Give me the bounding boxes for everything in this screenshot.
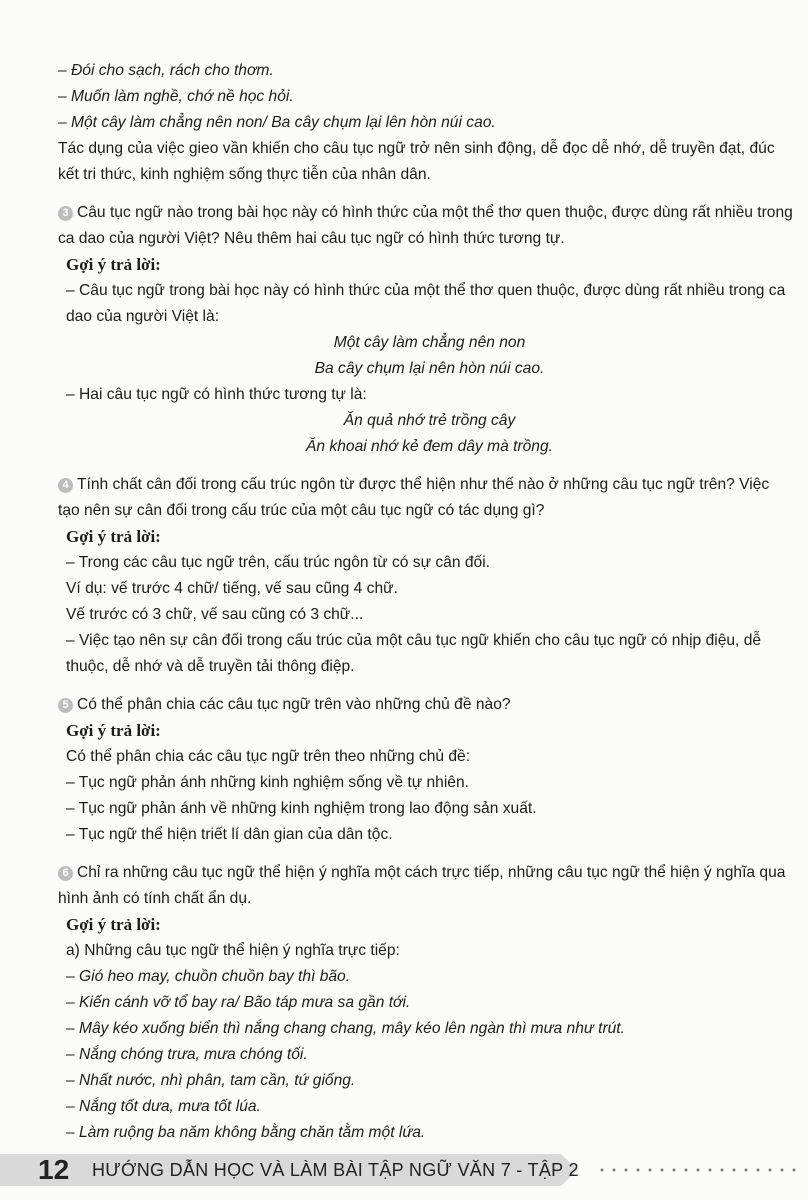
page-footer: [0, 1150, 808, 1190]
answer-text: – Câu tục ngữ trong bài học này có hình thức của một thể thơ quen thuộc, được dùng rất nhiều trong ca dao của người Việt là:: [66, 282, 786, 325]
answer-5: [58, 718, 793, 848]
proverb-item: – Làm ruộng ba năm không bằng chăn tằm một lứa.: [66, 1124, 426, 1141]
proverb-item: – Mây kéo xuống biển thì nắng chang chang, mây kéo lên ngàn thì mưa như trút.: [66, 1020, 625, 1037]
question-3-text: 3 Câu tục ngữ nào trong bài học này có hình thức của một thể thơ quen thuộc, được dùng rất nhiều trong ca dao của người Việt? Nêu thêm hai câu tục ngữ có hình thức tương tự.: [58, 204, 793, 247]
answer-6: [58, 912, 793, 1146]
hint-label: Gợi ý trả lời:: [66, 721, 161, 740]
question-number-badge: 4: [58, 478, 73, 493]
page-number: 12: [38, 1154, 70, 1185]
question-number-badge: 3: [58, 206, 73, 221]
hint-label: Gợi ý trả lời:: [66, 915, 161, 934]
answer-text: Ví dụ: vế trước 4 chữ/ tiếng, vế sau cũng 4 chữ.: [66, 580, 398, 597]
proverb-item: – Nắng chóng trưa, mưa chóng tối.: [66, 1046, 308, 1063]
page-content: [58, 58, 793, 1146]
intro-paragraph: Tác dụng của việc gieo vần khiến cho câu tục ngữ trở nên sinh động, dễ đọc dễ nhớ, dễ truyền đạt, đúc kết tri thức, kinh nghiệm sống thực tiễn của nhân dân.: [58, 140, 775, 183]
hint-label: Gợi ý trả lời:: [66, 527, 161, 546]
question-3: [58, 200, 793, 460]
proverb-item: – Nắng tốt dưa, mưa tốt lúa.: [66, 1098, 261, 1115]
question-number-badge: 5: [58, 698, 73, 713]
book-title: HƯỚNG DẪN HỌC VÀ LÀM BÀI TẬP NGỮ VĂN 7 - TẬP 2: [92, 1160, 579, 1180]
verse-line: Một cây làm chẳng nên non: [333, 334, 526, 351]
answer-4: [58, 524, 793, 680]
dotted-line-decoration: [596, 1167, 796, 1173]
verse-line: Ba cây chụm lại nên hòn núi cao.: [314, 360, 545, 377]
proverb-item: – Nhất nước, nhì phân, tam cần, tứ giống.: [66, 1072, 356, 1089]
intro-item: – Một cây làm chẳng nên non/ Ba cây chụm lại lên hòn núi cao.: [58, 114, 496, 131]
hint-label: Gợi ý trả lời:: [66, 255, 161, 274]
answer-text: – Trong các câu tục ngữ trên, cấu trúc ngôn từ có sự cân đối.: [66, 554, 490, 571]
answer-text: – Tục ngữ phản ánh những kinh nghiệm sống về tự nhiên.: [66, 774, 469, 791]
verse-line: Ăn khoai nhớ kẻ đem dây mà trồng.: [306, 438, 553, 455]
question-4: [58, 472, 793, 680]
answer-3: [58, 252, 793, 460]
question-5: [58, 692, 793, 848]
answer-text: – Tục ngữ thể hiện triết lí dân gian của dân tộc.: [66, 826, 393, 843]
proverb-item: – Kiến cánh vỡ tổ bay ra/ Bão táp mưa sa gần tới.: [66, 994, 411, 1011]
question-6: [58, 860, 793, 1146]
intro-item: – Đói cho sạch, rách cho thơm.: [58, 62, 274, 79]
intro-item: – Muốn làm nghề, chớ nề học hỏi.: [58, 88, 294, 105]
answer-text: – Tục ngữ phản ánh về những kinh nghiệm trong lao động sản xuất.: [66, 800, 537, 817]
answer-text: – Việc tạo nên sự cân đối trong cấu trúc của một câu tục ngữ khiến cho câu tục ngữ có nhịp điệu, dễ thuộc, dễ nhớ và dễ truyền tải thông điệp.: [66, 632, 762, 675]
question-6-text: 6 Chỉ ra những câu tục ngữ thể hiện ý nghĩa một cách trực tiếp, những câu tục ngữ thể hiện ý nghĩa qua hình ảnh có tính chất ẩn dụ.: [58, 864, 786, 907]
question-5-text: 5 Có thể phân chia các câu tục ngữ trên vào những chủ đề nào?: [58, 692, 793, 718]
answer-text: Vế trước có 3 chữ, vế sau cũng có 3 chữ...: [66, 606, 364, 623]
answer-text: – Hai câu tục ngữ có hình thức tương tự là:: [66, 386, 367, 403]
answer-text: a) Những câu tục ngữ thể hiện ý nghĩa trực tiếp:: [66, 942, 400, 959]
proverb-item: – Gió heo may, chuồn chuồn bay thì bão.: [66, 968, 351, 985]
answer-text: Có thể phân chia các câu tục ngữ trên theo những chủ đề:: [66, 748, 471, 765]
question-number-badge: 6: [58, 866, 73, 881]
question-4-text: 4 Tính chất cân đối trong cấu trúc ngôn từ được thể hiện như thế nào ở những câu tục ngữ trên? Việc tạo nên sự cân đối trong cấu trúc của một câu tục ngữ có tác dụng gì?: [58, 476, 770, 519]
verse-line: Ăn quả nhớ trẻ trồng cây: [343, 412, 516, 429]
